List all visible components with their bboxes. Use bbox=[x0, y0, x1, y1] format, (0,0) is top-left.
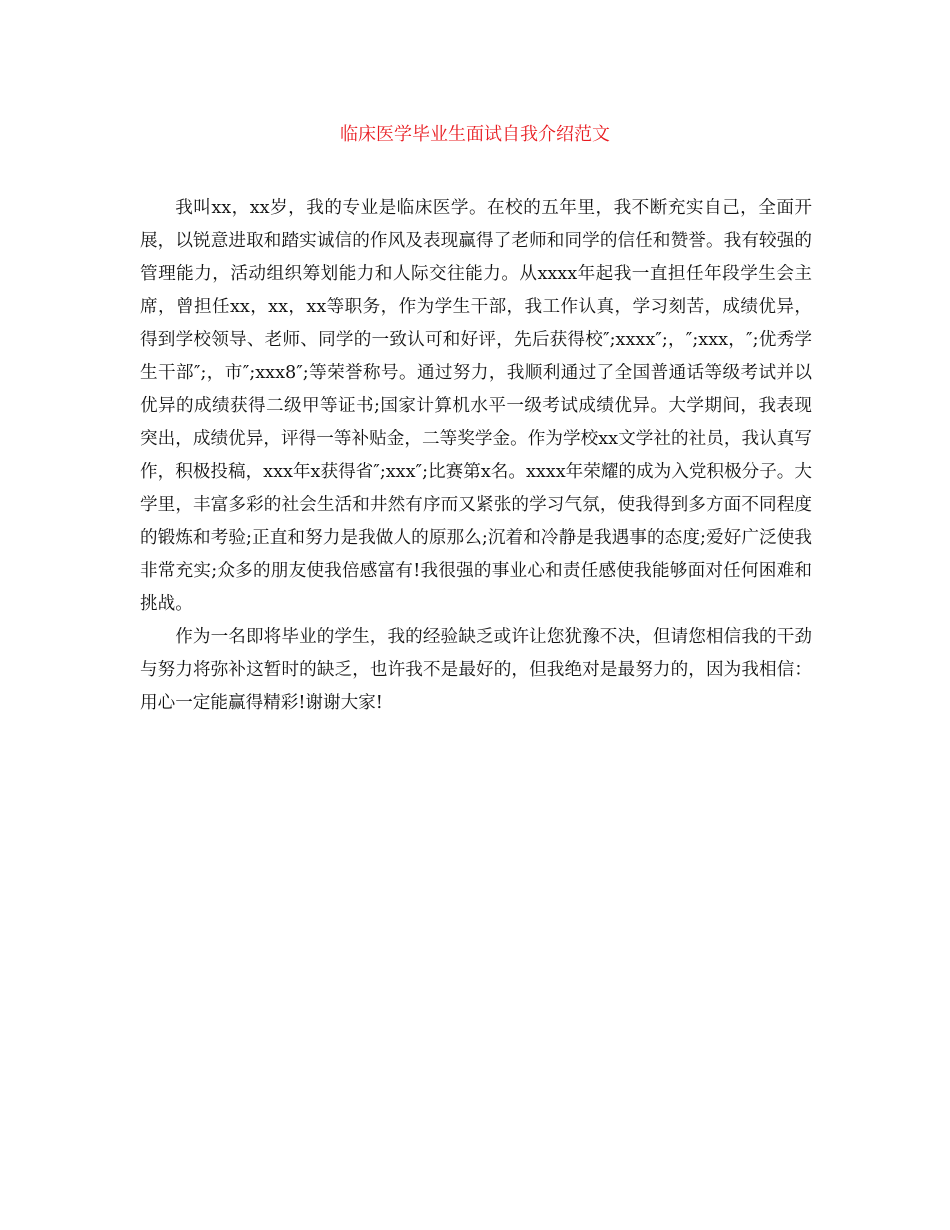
paragraph-introduction: 我叫xx，xx岁，我的专业是临床医学。在校的五年里，我不断充实自己，全面开展，以锐意进取和踏实诚信的作风及表现赢得了老师和同学的信任和赞誉。我有较强的管理能力，活动组织筹划能力和人际交往能力。从xxxx年起我一直担任年段学生会主席，曾担任xx，xx，xx等职务，作为学生干部，我工作认真，学习刻苦，成绩优异，得到学校领导、老师、同学的一致认可和好评，先后获得校″;xxxx″;，″;xxx，″;优秀学生干部″;，市″;xxx8″;等荣誉称号。通过努力，我顺利通过了全国普通话等级考试并以优异的成绩获得二级甲等证书;国家计算机水平一级考试成绩优异。大学期间，我表现突出，成绩优异，评得一等补贴金，二等奖学金。作为学校xx文学社的社员，我认真写作，积极投稿，xxx年x获得省″;xxx″;比赛第x名。xxxx年荣耀的成为入党积极分子。大学里，丰富多彩的社会生活和井然有序而又紧张的学习气氛，使我得到多方面不同程度的锻炼和考验;正直和努力是我做人的原那么;沉着和冷静是我遇事的态度;爱好广泛使我非常充实;众多的朋友使我倍感富有!我很强的事业心和责任感使我能够面对任何困难和挑战。 bbox=[140, 198, 812, 614]
document-title: 临床医学毕业生面试自我介绍范文 bbox=[340, 124, 610, 145]
paragraph-closing: 作为一名即将毕业的学生，我的经验缺乏或许让您犹豫不决，但请您相信我的干劲与努力将弥补这暂时的缺乏，也许我不是最好的，但我绝对是最努力的，因为我相信：用心一定能赢得精彩!谢谢大家! bbox=[140, 627, 812, 713]
document-body bbox=[140, 192, 812, 720]
